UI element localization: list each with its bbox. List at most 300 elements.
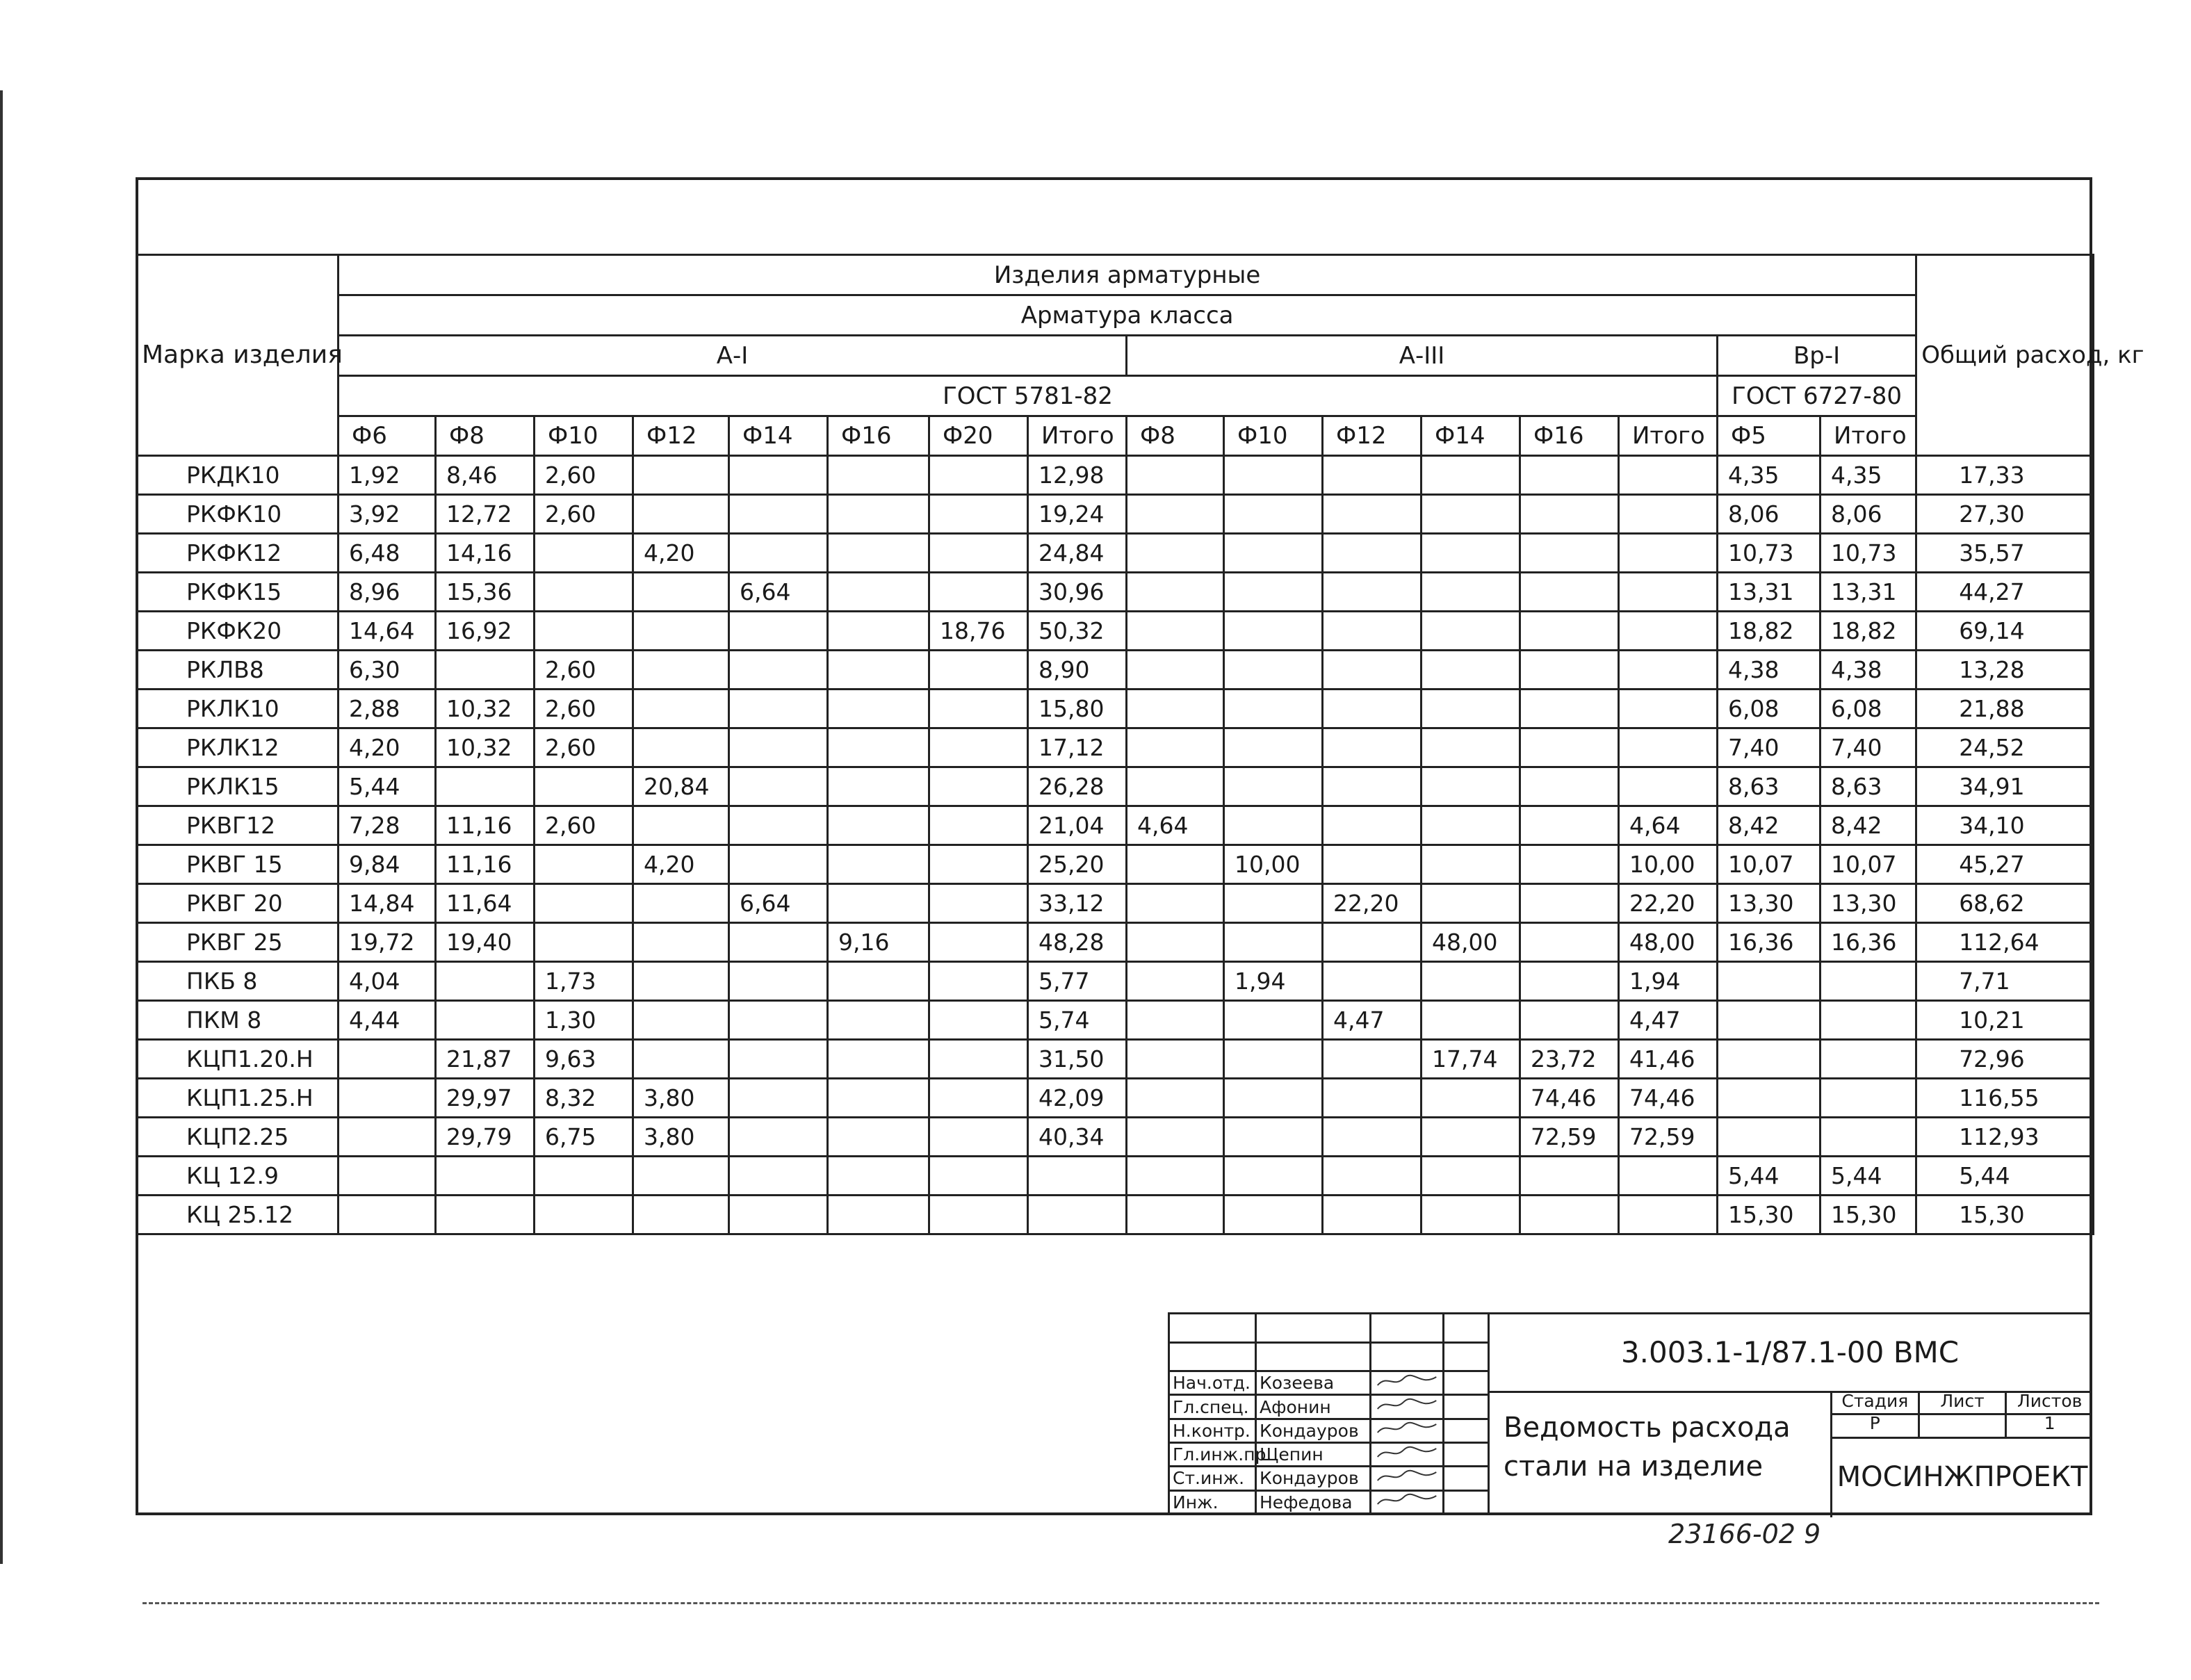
mass-value-cell: 18,82 <box>1718 612 1821 651</box>
mass-value-cell <box>1821 1040 1916 1079</box>
table-row <box>137 1001 2094 1040</box>
table-row <box>137 1196 2094 1234</box>
role-cell: Инж. <box>1169 1490 1256 1514</box>
mass-value-cell: 2,60 <box>535 806 633 845</box>
mass-value-cell <box>1224 1040 1323 1079</box>
mass-value-cell: 72,59 <box>1619 1118 1718 1157</box>
name-cell: Козеева <box>1256 1371 1371 1395</box>
mass-value-cell <box>929 1001 1028 1040</box>
mass-value-cell <box>729 1118 828 1157</box>
total-consumption-cell: 45,27 <box>1916 845 2094 884</box>
mass-value-cell <box>1520 456 1619 495</box>
mass-value-cell <box>1422 495 1520 534</box>
mass-value-cell: 24,84 <box>1028 534 1127 573</box>
total-consumption-cell: 21,88 <box>1916 690 2094 728</box>
mass-value-cell: 2,60 <box>535 456 633 495</box>
mass-value-cell <box>1127 923 1224 962</box>
mass-value-cell: 6,48 <box>339 534 436 573</box>
diameter-column-header: Итого <box>1028 416 1127 456</box>
signature-row <box>1169 1419 1489 1442</box>
stage-value: Р <box>1832 1413 1920 1437</box>
mass-value-cell: 5,44 <box>339 767 436 806</box>
mass-value-cell: 22,20 <box>1619 884 1718 923</box>
mass-value-cell <box>1422 573 1520 612</box>
mass-value-cell: 1,94 <box>1224 962 1323 1001</box>
mass-value-cell: 3,92 <box>339 495 436 534</box>
total-consumption-cell: 17,33 <box>1916 456 2094 495</box>
signature-row <box>1169 1467 1489 1490</box>
table-row <box>137 573 2094 612</box>
mass-value-cell <box>828 962 929 1001</box>
mass-value-cell <box>633 495 729 534</box>
stage-sheet-block <box>1830 1391 2092 1517</box>
mass-value-cell <box>1224 456 1323 495</box>
mass-value-cell <box>1520 806 1619 845</box>
mass-value-cell <box>1520 495 1619 534</box>
mass-value-cell <box>1821 962 1916 1001</box>
mass-value-cell <box>1520 651 1619 690</box>
product-mark-cell: РКЛК15 <box>137 767 339 806</box>
mass-value-cell: 7,40 <box>1718 728 1821 767</box>
mass-value-cell <box>1422 845 1520 884</box>
table-row <box>137 884 2094 923</box>
total-consumption-cell: 116,55 <box>1916 1079 2094 1118</box>
diameter-column-header: Ф10 <box>1224 416 1323 456</box>
diameter-column-header: Ф5 <box>1718 416 1821 456</box>
mass-value-cell: 8,42 <box>1821 806 1916 845</box>
mass-value-cell <box>1127 1157 1224 1196</box>
total-consumption-cell: 69,14 <box>1916 612 2094 651</box>
mass-value-cell: 22,20 <box>1323 884 1422 923</box>
mass-value-cell <box>1718 1040 1821 1079</box>
diameter-column-header: Ф8 <box>436 416 535 456</box>
total-consumption-cell: 34,10 <box>1916 806 2094 845</box>
mass-value-cell: 4,64 <box>1619 806 1718 845</box>
mass-value-cell: 5,44 <box>1821 1157 1916 1196</box>
mass-value-cell: 40,34 <box>1028 1118 1127 1157</box>
mass-value-cell <box>1520 962 1619 1001</box>
signature-cell <box>1371 1443 1444 1467</box>
mass-value-cell <box>929 534 1028 573</box>
table-row <box>137 962 2094 1001</box>
date-cell <box>1444 1490 1489 1514</box>
mass-value-cell: 19,24 <box>1028 495 1127 534</box>
mass-value-cell <box>633 884 729 923</box>
mass-value-cell: 4,35 <box>1821 456 1916 495</box>
mass-value-cell <box>1323 767 1422 806</box>
mass-value-cell <box>929 1118 1028 1157</box>
mass-value-cell: 7,28 <box>339 806 436 845</box>
organization-name: МОСИНЖПРОЕКТ <box>1836 1461 2088 1493</box>
mass-value-cell <box>828 456 929 495</box>
mass-value-cell <box>729 456 828 495</box>
mass-value-cell <box>535 573 633 612</box>
product-mark-cell: РКВГ 25 <box>137 923 339 962</box>
mass-value-cell <box>633 1001 729 1040</box>
role-cell: Ст.инж. <box>1169 1467 1256 1490</box>
mass-value-cell: 17,74 <box>1422 1040 1520 1079</box>
mass-value-cell <box>1619 690 1718 728</box>
diameter-column-header: Ф8 <box>1127 416 1224 456</box>
mass-value-cell: 6,64 <box>729 573 828 612</box>
mass-value-cell <box>1821 1118 1916 1157</box>
mass-value-cell: 31,50 <box>1028 1040 1127 1079</box>
document-code: 3.003.1-1/87.1-00 ВМС <box>1490 1314 2090 1393</box>
mass-value-cell <box>1323 962 1422 1001</box>
total-consumption-cell: 7,71 <box>1916 962 2094 1001</box>
mass-value-cell: 15,30 <box>1821 1196 1916 1234</box>
mass-value-cell <box>339 1196 436 1234</box>
mass-value-cell: 2,60 <box>535 651 633 690</box>
total-consumption-cell: 15,30 <box>1916 1196 2094 1234</box>
signature-scribble-icon <box>1374 1396 1440 1413</box>
archive-number: 23166-02 9 <box>1668 1519 1821 1549</box>
mass-value-cell <box>1224 1001 1323 1040</box>
mass-value-cell: 42,09 <box>1028 1079 1127 1118</box>
signature-cell <box>1371 1395 1444 1419</box>
mass-value-cell <box>1224 1157 1323 1196</box>
diameter-column-header: Итого <box>1619 416 1718 456</box>
mass-value-cell <box>1323 1196 1422 1234</box>
gost-vr-header: ГОСТ 6727-80 <box>1718 376 1916 416</box>
mass-value-cell: 8,46 <box>436 456 535 495</box>
diameter-column-header: Ф16 <box>828 416 929 456</box>
mass-value-cell <box>1718 962 1821 1001</box>
mass-value-cell <box>1422 534 1520 573</box>
mass-value-cell: 2,88 <box>339 690 436 728</box>
mass-value-cell <box>828 612 929 651</box>
mass-value-cell <box>929 690 1028 728</box>
mass-value-cell <box>1520 690 1619 728</box>
mass-value-cell <box>828 767 929 806</box>
mass-value-cell: 8,32 <box>535 1079 633 1118</box>
mass-value-cell <box>828 1118 929 1157</box>
mass-value-cell <box>1422 612 1520 651</box>
mass-value-cell <box>929 1079 1028 1118</box>
mass-value-cell <box>535 534 633 573</box>
mass-value-cell: 48,28 <box>1028 923 1127 962</box>
mass-value-cell: 13,30 <box>1821 884 1916 923</box>
mass-value-cell <box>1224 690 1323 728</box>
total-consumption-cell: 44,27 <box>1916 573 2094 612</box>
product-mark-cell: РКФК20 <box>137 612 339 651</box>
table-row <box>137 495 2094 534</box>
mass-value-cell: 12,72 <box>436 495 535 534</box>
stage-label: Стадия <box>1832 1391 1920 1413</box>
mass-value-cell <box>1323 1040 1422 1079</box>
sheets-value: 1 <box>2044 1413 2055 1433</box>
mass-value-cell: 5,77 <box>1028 962 1127 1001</box>
mass-value-cell: 4,04 <box>339 962 436 1001</box>
mass-value-cell: 5,74 <box>1028 1001 1127 1040</box>
mass-value-cell <box>1127 767 1224 806</box>
mass-value-cell: 72,59 <box>1520 1118 1619 1157</box>
signature-row <box>1169 1443 1489 1467</box>
mass-value-cell <box>929 806 1028 845</box>
mass-value-cell <box>1619 767 1718 806</box>
mass-value-cell: 9,16 <box>828 923 929 962</box>
mass-value-cell <box>1520 767 1619 806</box>
mass-value-cell: 23,72 <box>1520 1040 1619 1079</box>
mass-value-cell: 1,73 <box>535 962 633 1001</box>
mass-value-cell: 6,08 <box>1718 690 1821 728</box>
table-row <box>137 612 2094 651</box>
mass-value-cell <box>535 845 633 884</box>
class-a1-header: А-I <box>339 336 1127 376</box>
mass-value-cell: 5,44 <box>1718 1157 1821 1196</box>
mass-value-cell <box>1224 495 1323 534</box>
total-consumption-cell: 10,21 <box>1916 1001 2094 1040</box>
mass-value-cell: 4,35 <box>1718 456 1821 495</box>
mass-value-cell: 4,38 <box>1718 651 1821 690</box>
total-column-header: Общий расход, кг <box>1916 255 2094 456</box>
mass-value-cell: 4,20 <box>339 728 436 767</box>
product-mark-cell: РКЛК10 <box>137 690 339 728</box>
mass-value-cell: 18,76 <box>929 612 1028 651</box>
total-consumption-cell: 13,28 <box>1916 651 2094 690</box>
diameter-column-header: Ф14 <box>1422 416 1520 456</box>
mass-value-cell <box>729 728 828 767</box>
total-consumption-cell: 27,30 <box>1916 495 2094 534</box>
mass-value-cell <box>729 1040 828 1079</box>
role-cell: Н.контр. <box>1169 1419 1256 1442</box>
mass-value-cell <box>1520 728 1619 767</box>
mass-value-cell <box>1224 806 1323 845</box>
mass-value-cell <box>436 767 535 806</box>
mass-value-cell: 10,32 <box>436 690 535 728</box>
mass-value-cell: 6,75 <box>535 1118 633 1157</box>
mass-value-cell: 11,16 <box>436 806 535 845</box>
name-cell: Щепин <box>1256 1443 1371 1467</box>
mass-value-cell <box>633 1157 729 1196</box>
mass-value-cell <box>1127 845 1224 884</box>
product-mark-cell: РКЛВ8 <box>137 651 339 690</box>
signature-cell <box>1371 1371 1444 1395</box>
mass-value-cell <box>1224 767 1323 806</box>
table-row <box>137 806 2094 845</box>
mass-value-cell: 2,60 <box>535 495 633 534</box>
mass-value-cell <box>1422 884 1520 923</box>
mass-value-cell: 25,20 <box>1028 845 1127 884</box>
mass-value-cell: 1,30 <box>535 1001 633 1040</box>
diameter-column-header: Итого <box>1821 416 1916 456</box>
mass-value-cell <box>1821 1079 1916 1118</box>
mass-value-cell <box>633 962 729 1001</box>
mass-value-cell <box>436 1196 535 1234</box>
mass-value-cell: 16,36 <box>1718 923 1821 962</box>
mass-value-cell <box>1127 962 1224 1001</box>
role-cell: Нач.отд. <box>1169 1371 1256 1395</box>
mass-value-cell <box>1619 1157 1718 1196</box>
total-consumption-cell: 72,96 <box>1916 1040 2094 1079</box>
mass-value-cell <box>1323 1157 1422 1196</box>
mass-value-cell <box>1422 806 1520 845</box>
date-cell <box>1444 1371 1489 1395</box>
mass-value-cell <box>1224 728 1323 767</box>
mass-value-cell: 48,00 <box>1619 923 1718 962</box>
mass-value-cell <box>929 767 1028 806</box>
mass-value-cell <box>1028 1157 1127 1196</box>
mass-value-cell <box>828 806 929 845</box>
mass-value-cell <box>535 923 633 962</box>
mass-value-cell <box>1619 573 1718 612</box>
mass-value-cell <box>1323 456 1422 495</box>
total-consumption-cell: 112,93 <box>1916 1118 2094 1157</box>
mass-value-cell <box>1224 884 1323 923</box>
mass-value-cell <box>1127 728 1224 767</box>
mass-value-cell <box>828 690 929 728</box>
mass-value-cell <box>436 962 535 1001</box>
mass-value-cell <box>1619 651 1718 690</box>
table-row <box>137 728 2094 767</box>
mass-value-cell <box>1619 456 1718 495</box>
mass-value-cell: 8,63 <box>1821 767 1916 806</box>
mass-value-cell <box>633 456 729 495</box>
mass-value-cell <box>633 923 729 962</box>
total-consumption-cell: 5,44 <box>1916 1157 2094 1196</box>
mass-value-cell <box>729 806 828 845</box>
mass-value-cell <box>828 1157 929 1196</box>
mass-value-cell: 21,04 <box>1028 806 1127 845</box>
mass-value-cell: 16,36 <box>1821 923 1916 962</box>
mass-value-cell: 1,92 <box>339 456 436 495</box>
mass-value-cell <box>535 884 633 923</box>
mass-value-cell <box>1127 612 1224 651</box>
mass-value-cell <box>929 456 1028 495</box>
mass-value-cell: 2,60 <box>535 728 633 767</box>
diameter-column-header: Ф14 <box>729 416 828 456</box>
diameter-column-header: Ф20 <box>929 416 1028 456</box>
mass-value-cell <box>1520 1157 1619 1196</box>
product-mark-cell: КЦП2.25 <box>137 1118 339 1157</box>
mass-value-cell <box>1422 1001 1520 1040</box>
signature-row <box>1169 1395 1489 1419</box>
product-mark-cell: ПКБ 8 <box>137 962 339 1001</box>
name-cell: Афонин <box>1256 1395 1371 1419</box>
title-area <box>1488 1312 2092 1515</box>
mass-value-cell <box>535 1157 633 1196</box>
mass-value-cell <box>1422 1157 1520 1196</box>
mass-value-cell <box>535 612 633 651</box>
mass-value-cell <box>729 923 828 962</box>
mass-value-cell: 17,12 <box>1028 728 1127 767</box>
mass-value-cell: 7,40 <box>1821 728 1916 767</box>
mass-value-cell: 13,30 <box>1718 884 1821 923</box>
mass-value-cell: 33,12 <box>1028 884 1127 923</box>
mass-value-cell <box>828 1001 929 1040</box>
mass-value-cell: 19,40 <box>436 923 535 962</box>
mass-value-cell <box>929 651 1028 690</box>
mass-value-cell <box>729 534 828 573</box>
mass-value-cell <box>729 1001 828 1040</box>
mass-value-cell: 13,31 <box>1718 573 1821 612</box>
group-header-class: Арматура класса <box>339 295 1916 336</box>
mass-value-cell: 18,82 <box>1821 612 1916 651</box>
mass-value-cell <box>729 767 828 806</box>
mass-value-cell <box>1127 690 1224 728</box>
product-mark-cell: КЦ 12.9 <box>137 1157 339 1196</box>
mass-value-cell <box>828 495 929 534</box>
role-cell: Гл.инж.пр. <box>1169 1443 1256 1467</box>
total-consumption-cell: 68,62 <box>1916 884 2094 923</box>
signature-scribble-icon <box>1374 1444 1440 1461</box>
mass-value-cell <box>1422 1196 1520 1234</box>
mass-value-cell <box>729 1157 828 1196</box>
mass-value-cell <box>828 573 929 612</box>
mass-value-cell <box>1520 884 1619 923</box>
mass-value-cell: 10,73 <box>1718 534 1821 573</box>
mass-value-cell: 6,30 <box>339 651 436 690</box>
mass-value-cell: 8,90 <box>1028 651 1127 690</box>
total-consumption-cell: 34,91 <box>1916 767 2094 806</box>
sheet-label: Лист <box>1920 1391 2007 1413</box>
steel-consumption-table <box>136 254 2144 1235</box>
mass-value-cell: 3,80 <box>633 1118 729 1157</box>
table-row <box>137 1079 2094 1118</box>
mass-value-cell: 4,44 <box>339 1001 436 1040</box>
mass-value-cell: 10,73 <box>1821 534 1916 573</box>
mass-value-cell: 4,38 <box>1821 651 1916 690</box>
mass-value-cell <box>1323 651 1422 690</box>
gost-a-header: ГОСТ 5781-82 <box>339 376 1718 416</box>
date-cell <box>1444 1419 1489 1442</box>
mass-value-cell <box>1520 534 1619 573</box>
mass-value-cell: 12,98 <box>1028 456 1127 495</box>
signature-scribble-icon <box>1374 1373 1440 1389</box>
mass-value-cell <box>1127 884 1224 923</box>
mass-value-cell <box>1619 495 1718 534</box>
mass-value-cell <box>729 651 828 690</box>
class-a3-header: А-III <box>1127 336 1718 376</box>
mass-value-cell: 10,00 <box>1224 845 1323 884</box>
mass-value-cell: 48,00 <box>1422 923 1520 962</box>
diameter-column-header: Ф6 <box>339 416 436 456</box>
role-cell: Гл.спец. <box>1169 1395 1256 1419</box>
mass-value-cell: 14,84 <box>339 884 436 923</box>
mass-value-cell <box>1127 1001 1224 1040</box>
table-row <box>137 651 2094 690</box>
mass-value-cell <box>1323 612 1422 651</box>
mass-value-cell <box>929 1040 1028 1079</box>
mass-value-cell <box>1127 456 1224 495</box>
mass-value-cell <box>339 1118 436 1157</box>
mass-value-cell <box>1224 534 1323 573</box>
total-consumption-cell: 24,52 <box>1916 728 2094 767</box>
mass-value-cell <box>828 728 929 767</box>
mass-value-cell: 50,32 <box>1028 612 1127 651</box>
mass-value-cell <box>339 1040 436 1079</box>
mass-value-cell <box>535 767 633 806</box>
mass-value-cell <box>729 1079 828 1118</box>
product-mark-cell: РКФК10 <box>137 495 339 534</box>
mass-value-cell: 13,31 <box>1821 573 1916 612</box>
mass-value-cell <box>1718 1001 1821 1040</box>
bottom-dashed-line <box>142 1602 2099 1604</box>
mass-value-cell <box>828 1040 929 1079</box>
mass-value-cell <box>828 845 929 884</box>
mass-value-cell <box>1619 1196 1718 1234</box>
mass-value-cell <box>535 1196 633 1234</box>
product-mark-cell: РКВГ12 <box>137 806 339 845</box>
mass-value-cell <box>436 651 535 690</box>
mass-value-cell: 2,60 <box>535 690 633 728</box>
mass-value-cell <box>1323 690 1422 728</box>
mass-value-cell <box>633 612 729 651</box>
mass-value-cell <box>929 923 1028 962</box>
mass-value-cell <box>1224 923 1323 962</box>
table-row <box>137 845 2094 884</box>
mass-value-cell: 74,46 <box>1520 1079 1619 1118</box>
